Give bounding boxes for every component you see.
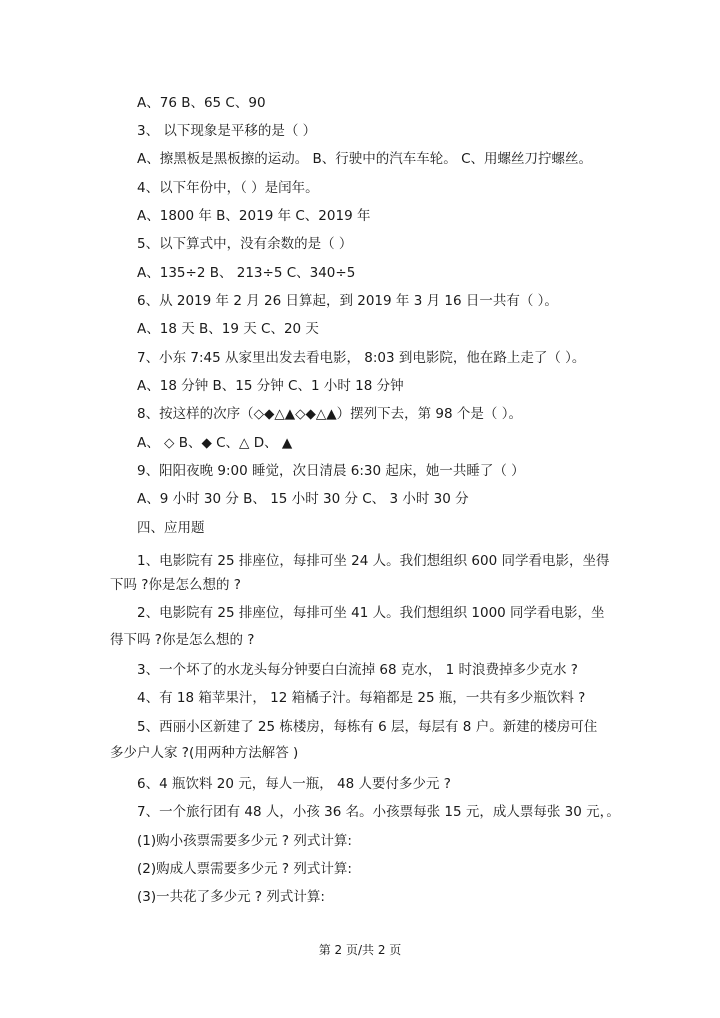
option-line-q2: A、76 B、65 C、90 <box>137 95 266 111</box>
option-line-q8: A、 ◇ B、◆ C、△ D、 ▲ <box>137 435 293 451</box>
option-line-q6: A、18 天 B、19 天 C、20 天 <box>137 321 319 337</box>
question-7: 7、小东 7:45 从家里出发去看电影， 8:03 到电影院，他在路上走了（ ）。 <box>137 350 586 366</box>
word-problem-1: 1、电影院有 25 排座位，每排可坐 24 人。我们想组织 600 同学看电影，坐得 <box>137 553 610 569</box>
word-problem-2: 2、电影院有 25 排座位，每排可坐 41 人。我们想组织 1000 同学看电影，坐 <box>137 605 605 621</box>
question-9: 9、阳阳夜晚 9:00 睡觉，次日清晨 6:30 起床，她一共睡了（ ） <box>137 463 525 479</box>
word-problem-5: 5、西丽小区新建了 25 栋楼房，每栋有 6 层，每层有 8 户。新建的楼房可住 <box>137 719 598 735</box>
question-5: 5、以下算式中，没有余数的是（ ） <box>137 236 353 252</box>
word-problem-6: 6、4 瓶饮料 20 元，每人一瓶， 48 人要付多少元 ? <box>137 776 451 792</box>
question-8: 8、按这样的次序（◇◆△▲◇◆△▲）摆列下去，第 98 个是（ ）。 <box>137 406 522 422</box>
page-footer: 第 2 页/共 2 页 <box>318 943 402 957</box>
question-3: 3、 以下现象是平移的是（ ） <box>137 123 317 139</box>
word-problem-4: 4、有 18 箱苹果汁， 12 箱橘子汁。每箱都是 25 瓶，一共有多少瓶饮料 ? <box>137 690 586 706</box>
word-problem-7-part-1: (1)购小孩票需要多少元 ? 列式计算: <box>137 833 352 849</box>
word-problem-3: 3、一个坏了的水龙头每分钟要白白流掉 68 克水， 1 时浪费掉多少克水 ? <box>137 662 578 678</box>
option-line-q3: A、擦黑板是黑板擦的运动。 B、行驶中的汽车车轮。 C、用螺丝刀拧螺丝。 <box>137 151 593 167</box>
word-problem-1-cont: 下吗 ?你是怎么想的 ? <box>110 577 241 593</box>
word-problem-7: 7、一个旅行团有 48 人，小孩 36 名。小孩票每张 15 元，成人票每张 30 元，。 <box>137 804 620 820</box>
option-line-q9: A、9 小时 30 分 B、 15 小时 30 分 C、 3 小时 30 分 <box>137 491 469 507</box>
word-problem-7-part-2: (2)购成人票需要多少元 ? 列式计算: <box>137 861 352 877</box>
word-problem-5-cont: 多少户人家 ?(用两种方法解答 ) <box>110 745 299 761</box>
word-problem-2-cont: 得下吗 ?你是怎么想的 ? <box>110 632 255 648</box>
section-heading-application: 四、应用题 <box>137 520 205 536</box>
option-line-q4: A、1800 年 B、2019 年 C、2019 年 <box>137 208 371 224</box>
question-4: 4、以下年份中，（ ）是闰年。 <box>137 180 319 196</box>
question-6: 6、从 2019 年 2 月 26 日算起，到 2019 年 3 月 16 日一共有（ ）。 <box>137 293 558 309</box>
option-line-q5: A、135÷2 B、 213÷5 C、340÷5 <box>137 265 356 281</box>
word-problem-7-part-3: (3)一共花了多少元 ? 列式计算: <box>137 889 325 905</box>
option-line-q7: A、18 分钟 B、15 分钟 C、1 小时 18 分钟 <box>137 378 404 394</box>
